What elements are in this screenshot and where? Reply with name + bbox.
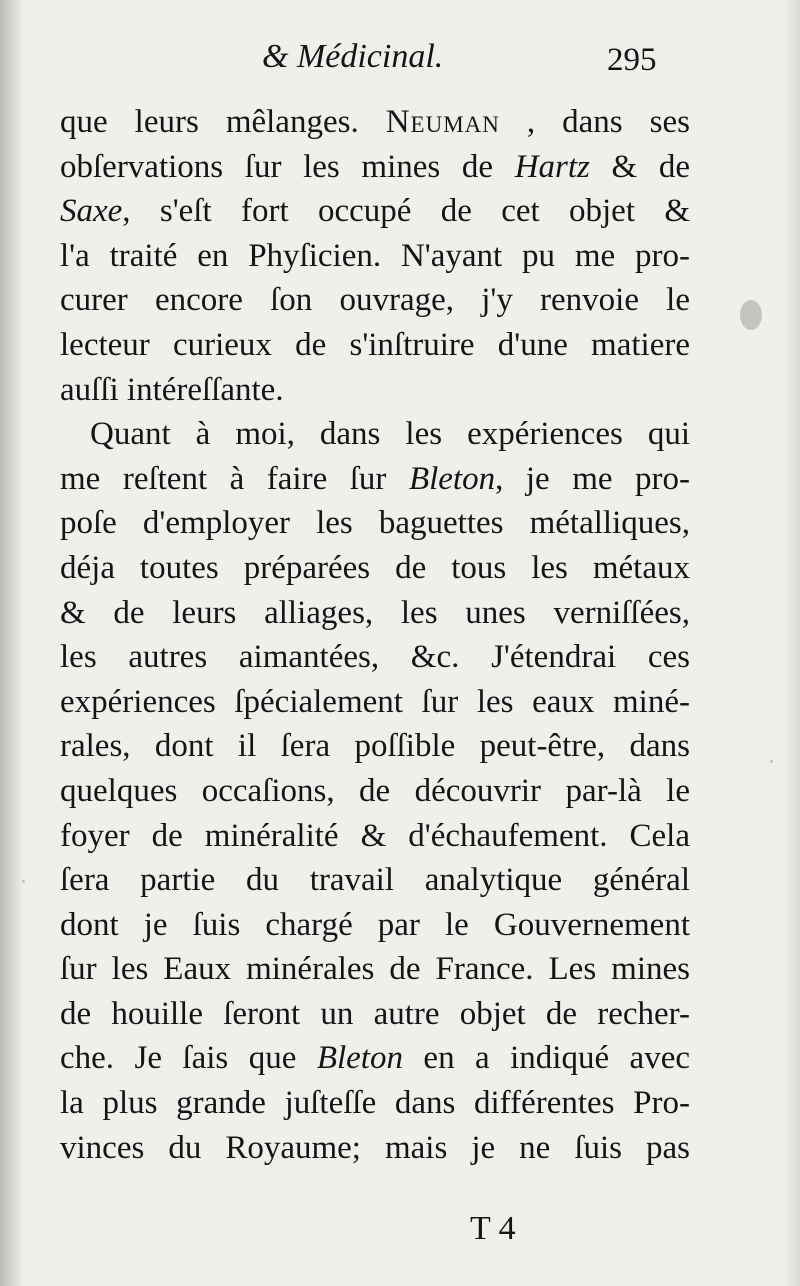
text-line: déja toutes préparées de tous les métaux bbox=[60, 549, 690, 586]
text-line: Quant à moi, dans les expériences qui bbox=[90, 416, 690, 453]
text-line: obſervations ſur les mines de Hartz & de bbox=[60, 148, 690, 185]
text-line: dont je ſuis chargé par le Gouvernement bbox=[60, 906, 690, 943]
signature-mark: T 4 bbox=[470, 1210, 516, 1247]
text-line: de houille ſeront un autre objet de recher- bbox=[60, 995, 690, 1032]
italic-name: Bleton bbox=[408, 460, 496, 497]
small-caps-name: Neuman bbox=[385, 104, 500, 140]
body-text bbox=[60, 100, 690, 1170]
text-line: auſſi intéreſſante. bbox=[60, 371, 284, 408]
page-edge bbox=[782, 0, 800, 1286]
text-line: les autres aimantées, &c. J'étendrai ces bbox=[60, 639, 690, 676]
binding-gutter bbox=[0, 0, 24, 1286]
text-line: curer encore ſon ouvrage, j'y renvoie le bbox=[60, 282, 690, 319]
page-number: 295 bbox=[607, 42, 657, 78]
text-line: Saxe, s'eſt fort occupé de cet objet & bbox=[60, 193, 690, 230]
text-line: me reſtent à faire ſur Bleton, je me pro- bbox=[60, 460, 690, 497]
text-line: que leurs mêlanges. Neuman , dans ses bbox=[60, 104, 690, 140]
text-line: l'a traité en Phyſicien. N'ayant pu me pro- bbox=[60, 237, 690, 274]
italic-name: Hartz bbox=[514, 148, 590, 185]
text-line: lecteur curieux de s'inſtruire d'une matiere bbox=[60, 326, 690, 363]
text-line: rales, dont il ſera poſſible peut-être, dans bbox=[60, 728, 690, 765]
running-title: & Médicinal. bbox=[262, 38, 444, 75]
text-line: ſur les Eaux minérales de France. Les mines bbox=[60, 951, 690, 988]
text-line: quelques occaſions, de découvrir par-là le bbox=[60, 772, 690, 809]
italic-name: Bleton bbox=[316, 1040, 403, 1077]
paper-speck bbox=[22, 880, 25, 883]
text-line: poſe d'employer les baguettes métalliques, bbox=[60, 505, 690, 542]
italic-name: Saxe bbox=[60, 193, 123, 230]
page-header bbox=[262, 38, 692, 90]
text-line: expériences ſpécialement ſur les eaux miné- bbox=[60, 683, 690, 720]
text-line: ſera partie du travail analytique général bbox=[60, 862, 690, 899]
text-line: vinces du Royaume; mais je ne ſuis pas bbox=[60, 1129, 690, 1166]
text-line: foyer de minéralité & d'échaufement. Cela bbox=[60, 817, 690, 854]
paper-speck bbox=[740, 300, 762, 330]
text-line: la plus grande juſteſſe dans différentes Pro- bbox=[60, 1085, 690, 1122]
paper-speck bbox=[770, 760, 773, 763]
text-line: & de leurs alliages, les unes verniſſées, bbox=[60, 594, 690, 631]
text-line: che. Je ſais que Bleton en a indiqué avec bbox=[60, 1040, 690, 1077]
